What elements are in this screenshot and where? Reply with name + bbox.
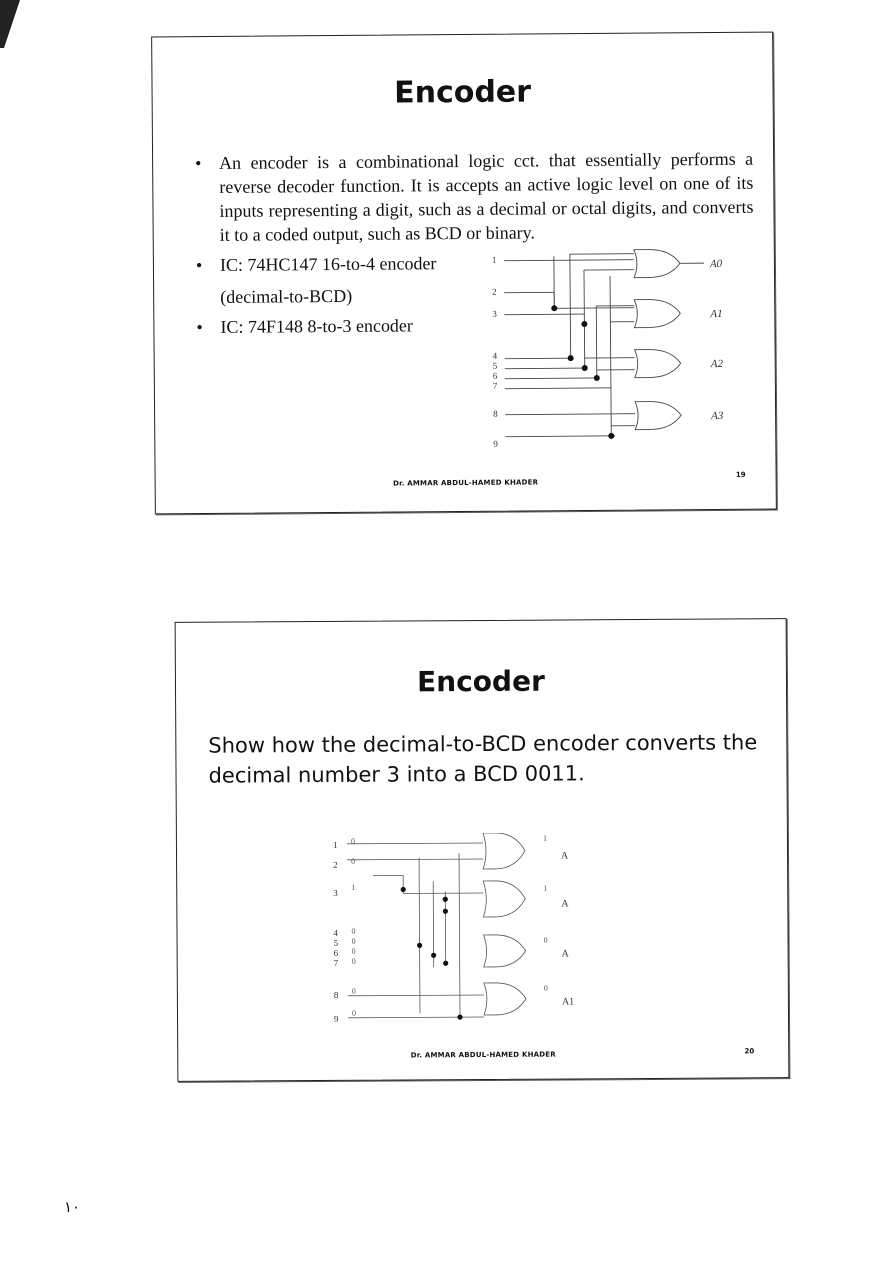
output-label: A xyxy=(561,850,569,862)
bullet-item: • IC: 74HC147 16-to-4 encoder (decimal-to-BCD) xyxy=(194,247,480,313)
input-label: 5 xyxy=(492,360,498,371)
input-value: 0 xyxy=(351,1008,357,1018)
input-label: 9 xyxy=(333,1013,339,1024)
slide-page-number: 20 xyxy=(744,1047,755,1056)
input-label: 9 xyxy=(493,438,498,449)
slide-19 xyxy=(151,32,777,515)
input-label: 1 xyxy=(332,839,338,850)
input-label: 3 xyxy=(333,887,338,898)
slide-page-number: 19 xyxy=(735,470,746,479)
input-label: 4 xyxy=(492,350,498,361)
input-label: 5 xyxy=(333,937,339,948)
slide-footer: Dr. AMMAR ABDUL-HAMED KHADER xyxy=(410,1050,556,1060)
slide-footer: Dr. AMMAR ABDUL-HAMED KHADER xyxy=(393,478,539,488)
encoder-circuit-diagram xyxy=(484,245,746,463)
page-marker: ١٠ xyxy=(64,1198,81,1216)
input-label: 6 xyxy=(333,947,339,958)
encoder-example-diagram xyxy=(333,832,594,1034)
output-value: 0 xyxy=(543,935,548,945)
input-label: 2 xyxy=(492,286,497,297)
input-label: 3 xyxy=(492,308,497,319)
bullet-item: • An encoder is a combinational logic cct. that essentially performs a reverse decoder function. It is accepts an active logic level on one of its inputs representing a digit, such as a decimal or octal digits, and converts it to a coded output, such as BCD or binary. xyxy=(193,147,754,247)
output-label: A3 xyxy=(711,409,724,423)
input-value: 0 xyxy=(351,956,356,966)
slide-title: Encoder xyxy=(416,664,545,699)
input-label: 8 xyxy=(333,989,339,1000)
output-label: A xyxy=(561,898,569,910)
input-value: 0 xyxy=(351,986,356,996)
output-label: A1 xyxy=(561,996,575,1008)
input-value: 0 xyxy=(351,856,356,866)
scan-corner-mark xyxy=(0,0,22,50)
output-label: A xyxy=(561,948,569,960)
input-value: 0 xyxy=(351,936,356,946)
slide-title: Encoder xyxy=(394,74,532,111)
input-value: 1 xyxy=(351,882,356,892)
output-value: 1 xyxy=(543,883,548,893)
input-label: 7 xyxy=(492,380,498,391)
output-label: A2 xyxy=(710,357,724,371)
input-label: 8 xyxy=(493,408,498,419)
input-label: 6 xyxy=(492,370,498,381)
output-label: A1 xyxy=(710,307,723,321)
output-value: 0 xyxy=(543,983,548,993)
bullet-item: • IC: 74F148 8-to-3 encoder xyxy=(194,313,480,339)
input-value: 0 xyxy=(350,836,355,846)
input-value: 0 xyxy=(351,946,356,956)
output-value: 1 xyxy=(542,833,547,843)
input-label: 7 xyxy=(333,957,339,968)
input-label: 4 xyxy=(333,927,339,938)
input-label: 1 xyxy=(491,254,497,265)
slide-20 xyxy=(175,618,790,1082)
input-value: 0 xyxy=(351,926,356,936)
input-label: 2 xyxy=(333,859,338,870)
slide-question: Show how the decimal-to-BCD encoder converts the decimal number 3 into a BCD 0011. xyxy=(208,730,758,788)
output-label: A0 xyxy=(709,257,723,271)
